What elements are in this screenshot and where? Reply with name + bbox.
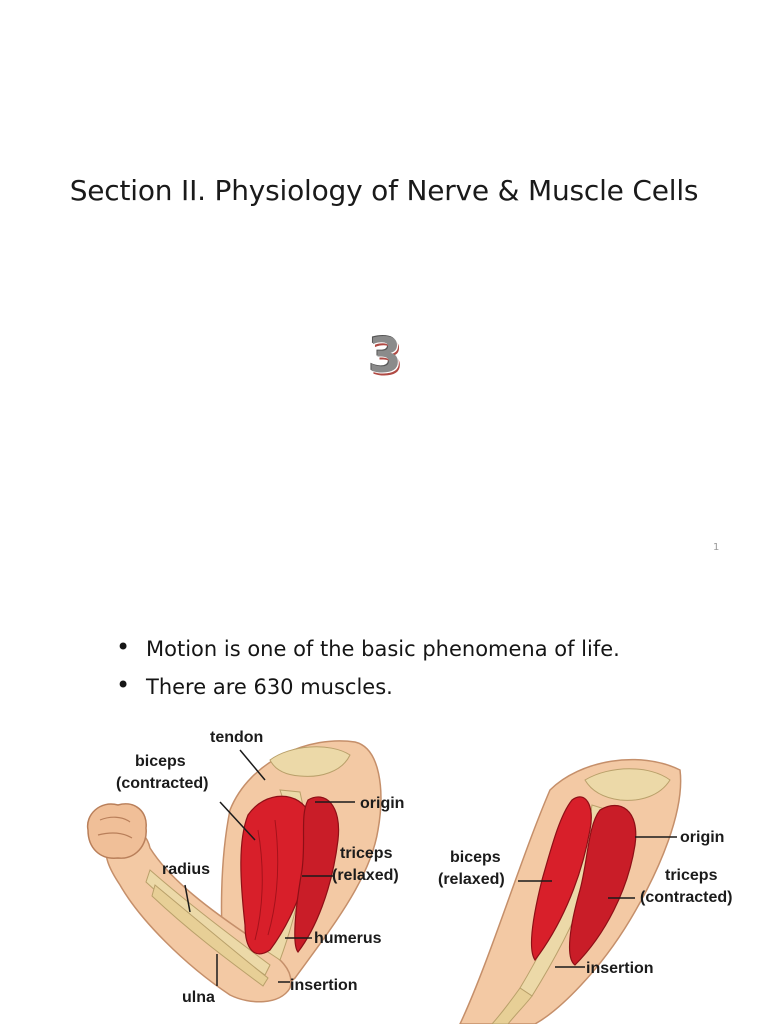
label-triceps-contracted-sub: (contracted) [640,889,733,906]
label-ulna: ulna [182,989,215,1006]
label-radius: radius [162,861,211,878]
page-number: 1 [713,542,720,553]
bullet-item: • There are 630 muscles. [112,668,620,706]
label-humerus: humerus [314,930,382,947]
label-origin-right: origin [680,829,725,846]
bullet-item: • Motion is one of the basic phenomena of life. [112,630,620,668]
label-triceps-relaxed-sub: (relaxed) [332,867,399,884]
label-biceps-relaxed: biceps [450,849,501,866]
label-biceps-relaxed-sub: (relaxed) [438,871,505,888]
label-origin: origin [360,795,405,812]
label-insertion-right: insertion [586,960,654,977]
label-biceps-contracted-sub: (contracted) [116,775,209,792]
chapter-number: 3 [368,328,402,384]
bullet-list [112,630,620,706]
slide-title: Section II. Physiology of Nerve & Muscle Cells [69,174,699,207]
extended-arm-illustration [438,760,732,1024]
label-triceps-contracted: triceps [665,867,718,884]
label-insertion: insertion [290,977,358,994]
arm-muscle-diagram [80,720,760,1024]
flexed-arm-illustration [88,729,405,1006]
label-tendon: tendon [210,729,264,746]
label-biceps-contracted: biceps [135,753,186,770]
label-triceps-relaxed: triceps [340,845,393,862]
